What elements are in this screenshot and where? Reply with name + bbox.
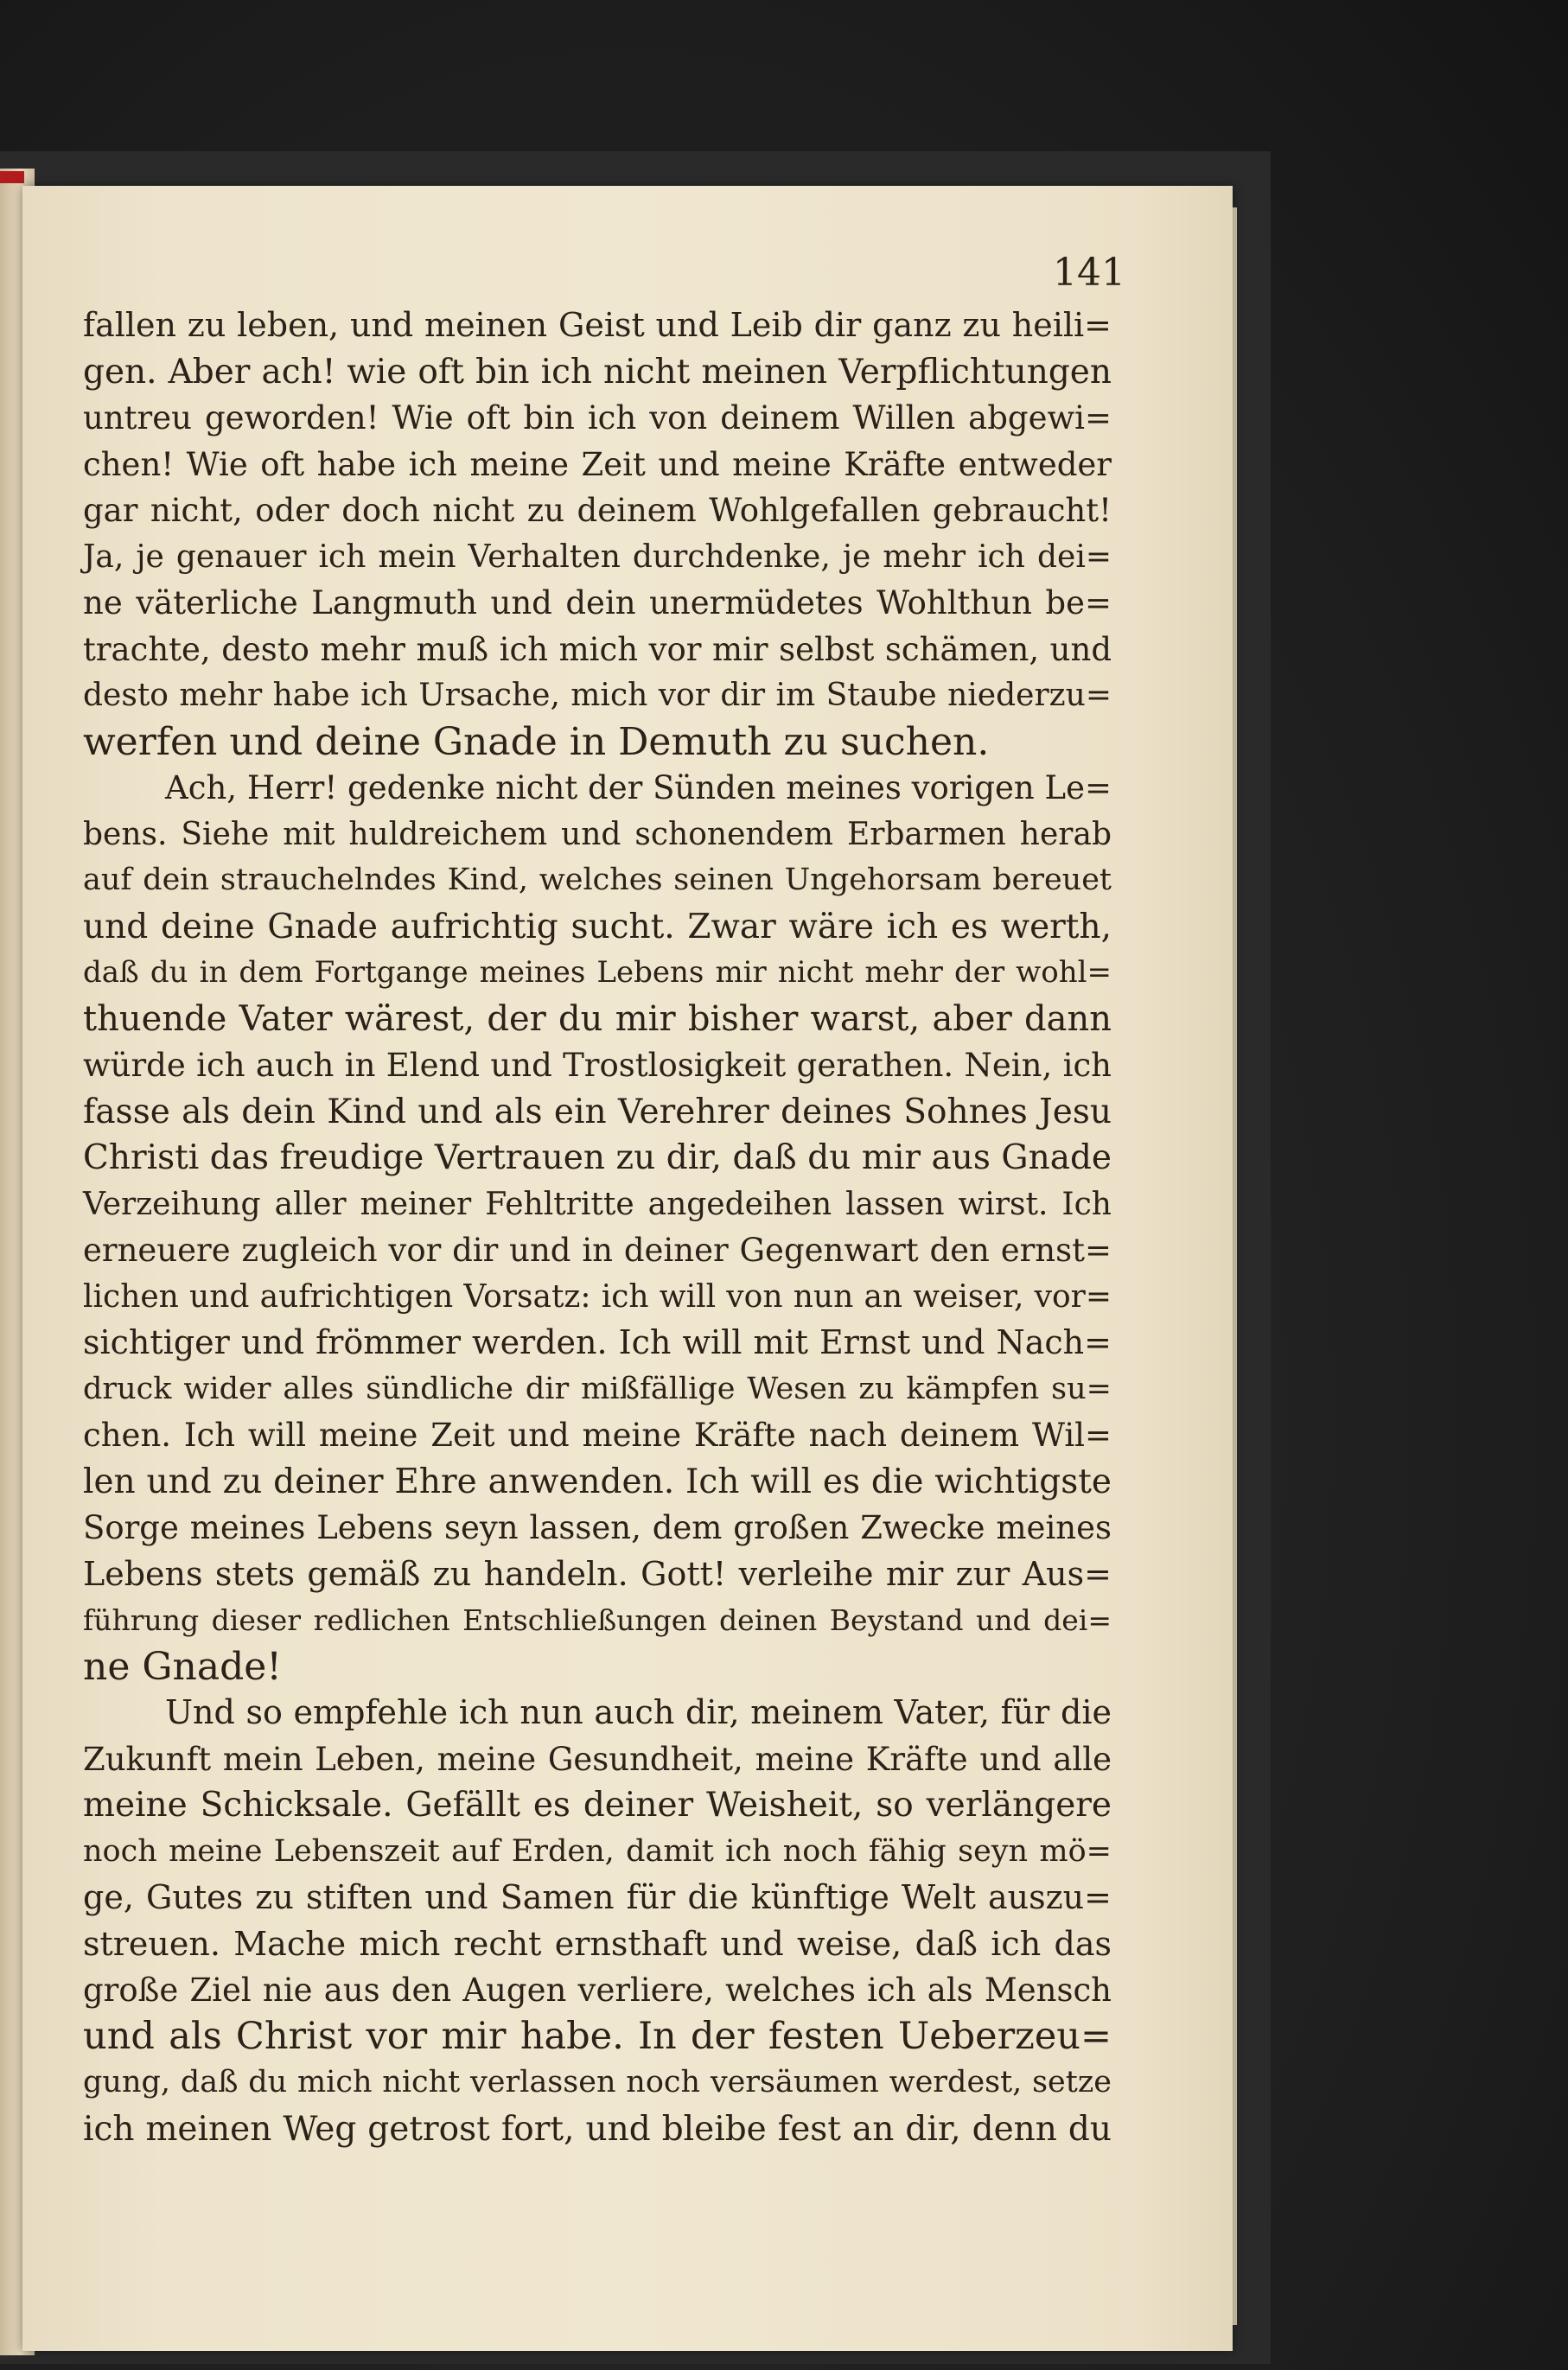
text-line: sichtiger und frömmer werden. Ich will mit Ernst und Nach= [83,1323,1112,1361]
text-line: auf dein strauchelndes Kind, welches seinen Ungehorsam bereuet [83,863,1112,897]
text-line: ne väterliche Langmuth und dein unermüdetes Wohlthun be= [83,584,1112,621]
text-line: gung, daß du mich nicht verlassen noch versäumen werdest, setze [83,2065,1112,2099]
text-line: führung dieser redlichen Entschließungen deinen Beystand und dei= [83,1603,1112,1637]
text-line: trachte, desto mehr muß ich mich vor mir selbst schämen, und [83,630,1112,668]
text-line: ge, Gutes zu stiften und Samen für die künftige Welt auszu= [83,1878,1112,1916]
text-line: gar nicht, oder doch nicht zu deinem Wohlgefallen gebraucht! [83,492,1112,529]
paragraph-2 [83,765,1112,1690]
text-line: ne Gnade! [83,1644,282,1689]
text-line: große Ziel nie aus den Augen verliere, welches ich als Mensch [83,1972,1112,2009]
text-line: Zukunft mein Leben, meine Gesundheit, meine Kräfte und alle [83,1740,1112,1778]
text-line: Lebens stets gemäß zu handeln. Gott! verleihe mir zur Aus= [83,1554,1112,1593]
text-line: und als Christ vor mir habe. In der festen Ueberzeu= [83,2014,1112,2058]
text-line: noch meine Lebenszeit auf Erden, damit ich noch fähig seyn mö= [83,1833,1112,1869]
text-line: meine Schicksale. Gefällt es deiner Weisheit, so verlängere [83,1786,1112,1825]
text-line: erneuere zugleich vor dir und in deiner Gegenwart den ernst= [83,1232,1112,1269]
text-line: ich meinen Weg getrost fort, und bleibe fest an dir, denn du [83,2109,1112,2149]
text-line: fallen zu leben, und meinen Geist und Leib dir ganz zu heili= [83,306,1112,344]
page-text [83,303,1112,2152]
text-line: thuende Vater wärest, der du mir bisher warst, aber dann [83,998,1112,1039]
text-line: würde ich auch in Elend und Trostlosigkeit gerathen. Nein, ich [83,1047,1112,1084]
text-line: Sorge meines Lebens seyn lassen, dem großen Zwecke meines [83,1509,1112,1546]
text-line: Verzeihung aller meiner Fehltritte angedeihen lassen wirst. Ich [83,1186,1112,1222]
text-line: druck wider alles sündliche dir mißfällige Wesen zu kämpfen su= [83,1371,1112,1406]
text-line: fasse als dein Kind und als ein Verehrer deines Sohnes Jesu [83,1092,1112,1131]
text-line: daß du in dem Fortgange meines Lebens mir nicht mehr der wohl= [83,955,1112,990]
text-line: und deine Gnade aufrichtig sucht. Zwar wäre ich es werth, [83,907,1112,946]
paragraph-3 [83,1690,1112,2152]
text-line: streuen. Mache mich recht ernsthaft und weise, daß ich das [83,1924,1112,1963]
text-line: chen. Ich will meine Zeit und meine Kräfte nach deinem Wil= [83,1417,1112,1454]
text-line: Ach, Herr! gedenke nicht der Sünden meines vorigen Le= [165,769,1112,806]
text-line: untreu geworden! Wie oft bin ich von deinem Willen abgewi= [83,399,1112,436]
ribbon-marker [0,171,24,183]
paragraph-1 [83,303,1112,765]
text-line: gen. Aber ach! wie oft bin ich nicht meinen Verpflichtungen [83,352,1112,392]
text-line: chen! Wie oft habe ich meine Zeit und meine Kräfte entweder [83,445,1112,483]
text-line: Und so empfehle ich nun auch dir, meinem Vater, für die [165,1693,1112,1731]
text-line: Christi das freudige Vertrauen zu dir, daß du mir aus Gnade [83,1138,1112,1177]
text-line: desto mehr habe ich Ursache, mich vor dir im Staube niederzu= [83,678,1112,713]
text-line: lichen und aufrichtigen Vorsatz: ich will von nun an weiser, vor= [83,1278,1112,1315]
text-line: bens. Siehe mit huldreichem und schonendem Erbarmen herab [83,816,1112,852]
page-number: 141 [1053,251,1125,295]
text-line: len und zu deiner Ehre anwenden. Ich will es die wichtigste [83,1462,1112,1501]
text-line: werfen und deine Gnade in Demuth zu suchen. [83,719,990,764]
text-line: Ja, je genauer ich mein Verhalten durchdenke, je mehr ich dei= [83,538,1112,575]
